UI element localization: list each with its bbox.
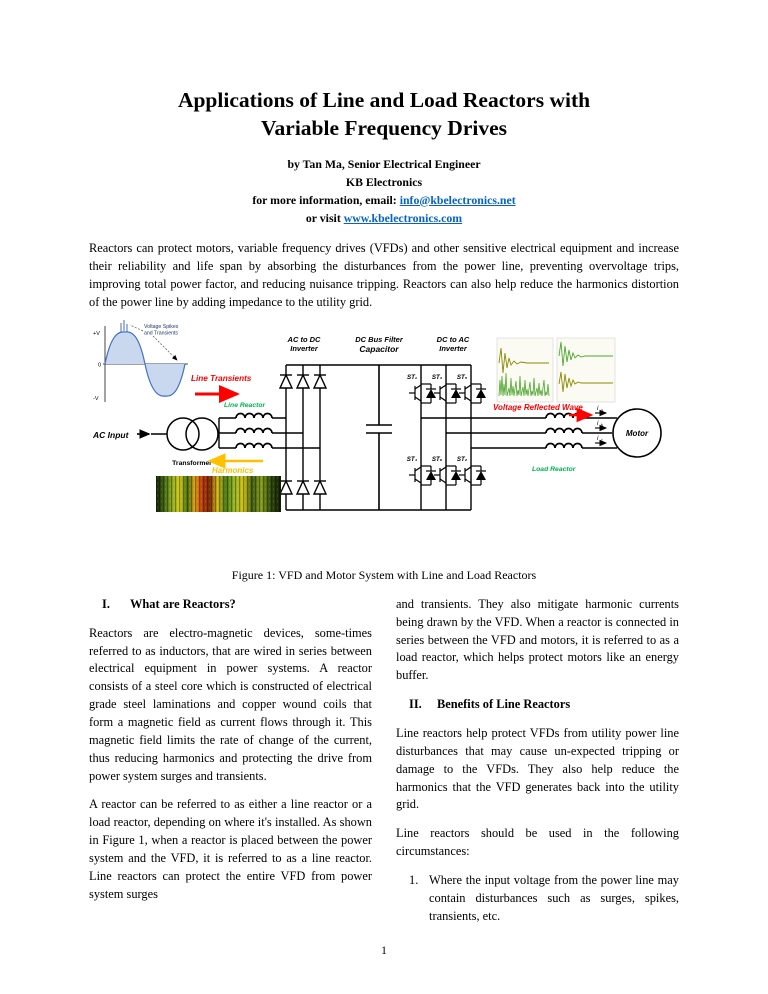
igbt-switch-icon	[459, 384, 486, 403]
igbt-switch-icon	[434, 384, 461, 403]
label-st3: ST₃	[431, 373, 443, 381]
label-voltage-spikes-line1: Voltage Spikes	[144, 323, 179, 330]
annotation-arrow	[153, 336, 177, 360]
transformer	[151, 418, 218, 450]
author-line: by Tan Ma, Senior Electrical Engineer	[287, 156, 481, 171]
label-dc-to-ac-2: Inverter	[439, 343, 467, 353]
list-item-text: Where the input voltage from the power line may contain disturbances such as surges, spikes, transients, etc.	[429, 873, 679, 923]
section-2-number: II.	[409, 697, 422, 712]
intro-paragraph: Reactors can protect motors, variable frequency drives (VFDs) and other sensitive electrical equipment and increase their reliability and life span by absorbing the disturbances from the power line, preventing overvoltage trips, improving total power factor, and reducing nuisance tripping. Reactors can also help reduce the harmonics distortion of the power line by adding impedance to the utility grid.	[89, 241, 679, 310]
voltage-spikes-inset	[93, 320, 188, 402]
igbt-switch-icon	[409, 384, 436, 403]
label-line-transients: Line Transients	[191, 373, 252, 383]
inverter-legs	[421, 365, 471, 510]
axis-label-plus-v: +V	[93, 330, 100, 337]
load-reactor-coil	[546, 428, 582, 433]
numbered-list-item	[396, 872, 679, 926]
label-current-ic: i	[597, 434, 599, 442]
figure-caption: Figure 1: VFD and Motor System with Line and Load Reactors	[231, 567, 537, 582]
output-phase-lines	[421, 418, 617, 448]
label-motor: Motor	[625, 428, 649, 438]
dc-bus-capacitor	[366, 365, 392, 510]
label-capacitor: Capacitor	[359, 343, 399, 354]
right-column	[396, 596, 679, 937]
label-st5: ST₅	[456, 373, 468, 381]
document-title	[89, 86, 679, 143]
title-line-1: Applications of Line and Load Reactors with	[177, 88, 591, 112]
two-column-body	[89, 596, 679, 937]
company-line: KB Electronics	[345, 174, 423, 189]
igbt-switch-icon	[459, 466, 486, 485]
label-load-reactor: Load Reactor	[532, 465, 576, 473]
label-transformer: Transformer	[172, 459, 212, 467]
igbt-switch-icon	[409, 466, 436, 485]
website-line	[89, 210, 679, 228]
email-line	[89, 192, 679, 210]
section-2-title: Benefits of Line Reactors	[437, 697, 571, 712]
title-line-2: Variable Frequency Drives	[260, 116, 508, 141]
paragraph: Line reactors should be used in the following circumstances:	[396, 826, 679, 859]
website-link[interactable]: www.kbelectronics.com	[343, 210, 463, 225]
label-ac-to-dc-2: Inverter	[290, 343, 318, 353]
list-item-number: 1.	[409, 873, 419, 888]
section-heading-2	[396, 696, 679, 714]
line-reactor-coil	[236, 413, 272, 418]
label-current-ib: i	[597, 419, 599, 427]
figure-1	[89, 318, 679, 555]
label-current-ib-sub: b	[600, 423, 604, 429]
igbt-switch-icon	[434, 466, 461, 485]
label-st1: ST₁	[406, 373, 418, 381]
axis-label-minus-v: -V	[93, 395, 99, 402]
diode-icon	[297, 481, 309, 494]
phase-currents	[595, 405, 606, 444]
diode-icon	[314, 481, 326, 494]
site-prefix: or visit	[305, 210, 344, 225]
harmonics-spectrogram	[156, 476, 281, 512]
diode-icon	[280, 481, 292, 494]
paragraph: A reactor can be referred to as either a line reactor or a load reactor, depending on where it's installed. As shown in Figure 1, when a reactor is placed between the power system and the VFD, it is referred to as a line reactor. Line reactors can protect the entire VFD from power system surges	[89, 797, 372, 901]
diode-icon	[314, 375, 326, 388]
diode-icon	[297, 375, 309, 388]
paragraph: Line reactors help protect VFDs from utility power line disturbances that may cause un-expected tripping or damage to the VFDs. They also help reduce the harmonics that the VFD generates back into the utility grid.	[396, 726, 679, 812]
label-current-ia-sub: a	[600, 408, 604, 414]
label-current-ia: i	[597, 404, 599, 412]
annotation-arrow	[130, 325, 143, 331]
label-ac-to-dc-1: AC to DC	[287, 334, 321, 344]
email-prefix: for more information, email:	[252, 192, 400, 207]
line-reactor-coil	[236, 443, 272, 448]
load-reactor-coil	[546, 443, 582, 448]
section-1-title: What are Reactors?	[130, 596, 236, 611]
label-st2: ST₂	[456, 455, 468, 463]
label-voltage-reflected-wave: Voltage Reflected Wave	[493, 402, 583, 412]
label-st4: ST₄	[406, 455, 418, 463]
email-link[interactable]: info@kbelectronics.net	[399, 192, 516, 207]
label-voltage-spikes-line2: and Transients	[144, 330, 179, 337]
paragraph: and transients. They also mitigate harmonic currents being drawn by the VFD. When a reactor is connected in series between the VFD and motors, it is referred to as a load reactor, which helps protect motors like an energy buffer.	[396, 596, 679, 683]
page-number: 1	[381, 944, 387, 957]
diode-icon	[280, 375, 292, 388]
axis-label-zero: 0	[98, 362, 102, 369]
section-heading-1	[89, 596, 372, 614]
label-dc-to-ac-1: DC to AC	[436, 334, 470, 344]
label-st6: ST₆	[431, 455, 443, 463]
label-line-reactor: Line Reactor	[224, 401, 266, 409]
paragraph: Reactors are electro-magnetic devices, some-times referred to as inductors, that are wired in series between electrical equipment in power systems. A reactor consists of a steel core which is constructed of electrical grade steel laminations and copper wound coils that form a magnetic field as current flows through it. This magnetic field limits the rate of change of the current, thus reducing harmonics and protecting the drive from power system surges and transients.	[89, 625, 372, 783]
section-1-number: I.	[102, 596, 110, 611]
label-ac-input: AC Input	[93, 429, 129, 440]
figure-1-diagram	[91, 318, 677, 550]
label-harmonics: Harmonics	[212, 465, 254, 475]
reflected-wave-scopes	[497, 338, 615, 402]
byline	[89, 156, 679, 228]
line-reactor-coil	[236, 428, 272, 433]
label-dc-bus-filter: DC Bus Filter	[355, 334, 403, 344]
motor	[613, 409, 661, 457]
left-column	[89, 596, 372, 937]
label-current-ic-sub: c	[600, 438, 603, 444]
